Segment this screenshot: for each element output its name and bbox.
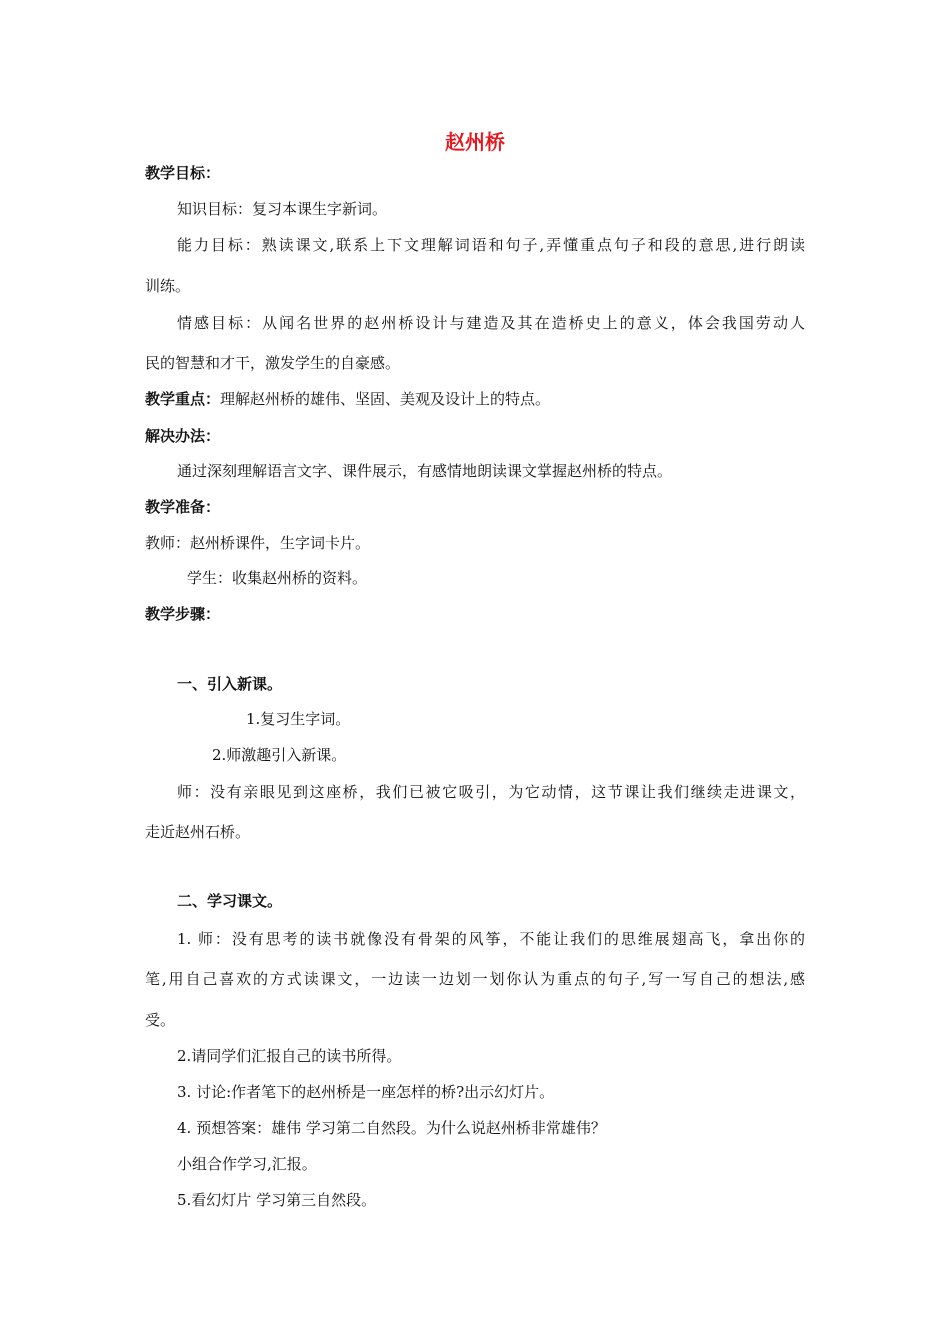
knowledge-goal: 知识目标：复习本课生字新词。 (177, 200, 388, 218)
section-2-item-3: 3. 讨论:作者笔下的赵州桥是一座怎样的桥?出示幻灯片。 (177, 1083, 555, 1101)
section-1-item-2: 2.师激趣引入新课。 (212, 746, 347, 764)
focus-text: 理解赵州桥的雄伟、坚固、美观及设计上的特点。 (220, 390, 551, 408)
focus-paragraph (145, 389, 550, 409)
solution-heading: 解决办法： (145, 427, 221, 445)
section-2-item-1-line-3: 受。 (145, 1011, 176, 1029)
section-1-heading: 一、引入新课。 (177, 675, 283, 693)
ability-goal-line-2: 训练。 (145, 277, 191, 295)
emotion-goal-line-2: 民的智慧和才干，激发学生的自豪感。 (145, 354, 401, 372)
section-1-item-1: 1.复习生字词。 (246, 710, 351, 728)
page-title: 赵州桥 (445, 130, 505, 154)
section-2-item-1-line-2: 笔,用自己喜欢的方式读课文，一边读一边划一划你认为重点的句子,写一写自己的想法,感 (145, 970, 805, 988)
steps-heading: 教学步骤： (145, 605, 221, 623)
solution-text: 通过深刻理解语言文字、课件展示，有感情地朗读课文掌握赵州桥的特点。 (177, 462, 673, 480)
section-2-heading: 二、学习课文。 (177, 892, 283, 910)
section-2-item-5: 5.看幻灯片 学习第三自然段。 (177, 1191, 377, 1209)
section-1-teacher-line-1: 师：没有亲眼见到这座桥，我们已被它吸引，为它动情，这节课让我们继续走进课文， (177, 783, 805, 801)
section-2-item-4-note: 小组合作学习,汇报。 (177, 1155, 317, 1173)
goals-heading: 教学目标： (145, 164, 221, 182)
prep-heading: 教学准备： (145, 498, 221, 516)
ability-goal-line-1: 能力目标：熟读课文,联系上下文理解词语和句子,弄懂重点句子和段的意思,进行朗读 (177, 236, 805, 254)
section-2-item-1-line-1: 1. 师：没有思考的读书就像没有骨架的风筝，不能让我们的思维展翅高飞，拿出你的 (177, 930, 805, 948)
prep-teacher: 教师：赵州桥课件，生字词卡片。 (145, 534, 371, 552)
prep-student: 学生：收集赵州桥的资料。 (187, 569, 368, 587)
focus-label: 教学重点： (145, 390, 221, 408)
section-1-teacher-line-2: 走近赵州石桥。 (145, 823, 251, 841)
emotion-goal-line-1: 情感目标：从闻名世界的赵州桥设计与建造及其在造桥史上的意义，体会我国劳动人 (177, 314, 805, 332)
section-2-item-4: 4. 预想答案：雄伟 学习第二自然段。为什么说赵州桥非常雄伟？ (177, 1119, 606, 1137)
section-2-item-2: 2.请同学们汇报自己的读书所得。 (177, 1047, 402, 1065)
